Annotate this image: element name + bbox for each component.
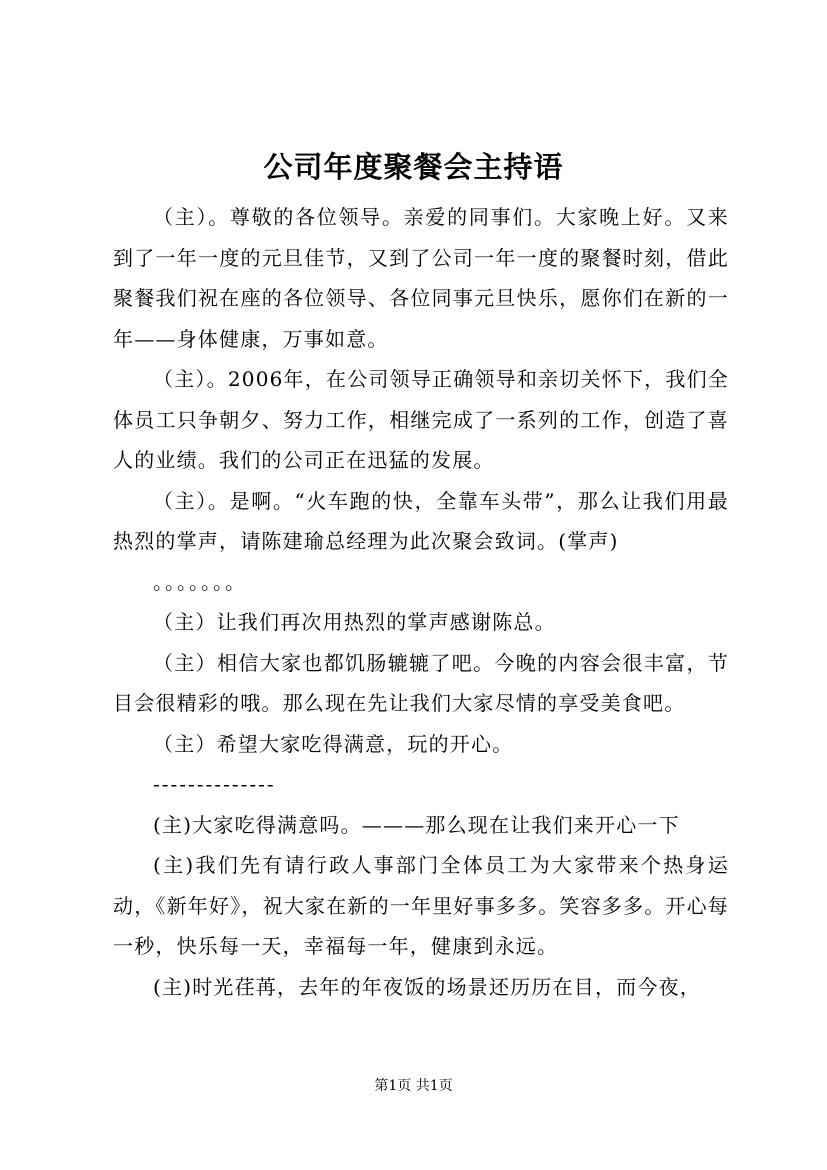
document-title: 公司年度聚餐会主持语 — [263, 150, 564, 184]
paragraph: （主）。是啊。“火车跑的快，全靠车头带”，那么让我们用最热烈的掌声，请陈建瑜总经理为此次聚会致词。(掌声) — [113, 488, 729, 553]
paragraph: (主)时光荏苒，去年的年夜饭的场景还历历在目，而今夜， — [153, 974, 702, 999]
document-body — [113, 197, 729, 1007]
paragraph: （主）希望大家吃得满意，玩的开心。 — [153, 731, 514, 756]
paragraph: （主）相信大家也都饥肠辘辘了吧。今晚的内容会很丰富，节目会很精彩的哦。那么现在先让我们大家尽情的享受美食吧。 — [113, 650, 729, 715]
page-footer: 第1页 共1页 — [374, 1078, 453, 1094]
separator-line: -------------- — [153, 772, 276, 796]
ellipsis-line: 。。。。。。。 — [153, 569, 247, 594]
paragraph: （主）。2006年，在公司领导正确领导和亲切关怀下，我们全体员工只争朝夕、努力工作，相继完成了一系列的工作，创造了喜人的业绩。我们的公司正在迅猛的发展。 — [113, 367, 729, 472]
paragraph: （主）让我们再次用热烈的掌声感谢陈总。 — [153, 610, 556, 634]
paragraph: （主）。尊敬的各位领导。亲爱的同事们。大家晚上好。又来到了一年一度的元旦佳节，又到了公司一年一度的聚餐时刻，借此聚餐我们祝在座的各位领导、各位同事元旦快乐，愿你们在新的一年——身体健康，万事如意。 — [113, 205, 729, 351]
paragraph: (主)大家吃得满意吗。———那么现在让我们来开心一下 — [153, 812, 680, 837]
paragraph: (主)我们先有请行政人事部门全体员工为大家带来个热身运动，《新年好》，祝大家在新的一年里好事多多。笑容多多。开心每一秒，快乐每一天，幸福每一年，健康到永远。 — [113, 853, 729, 958]
